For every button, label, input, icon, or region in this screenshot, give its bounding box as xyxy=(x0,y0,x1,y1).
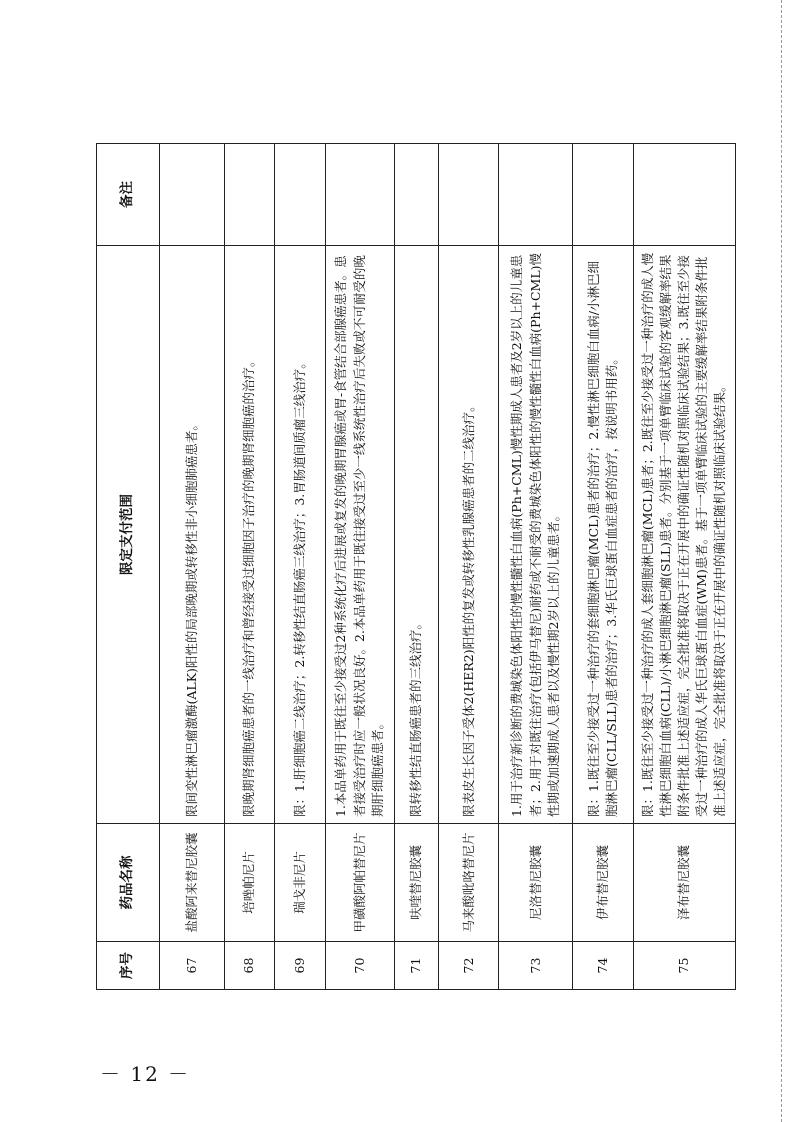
row-note xyxy=(499,144,572,246)
row-seq: 67 xyxy=(159,942,224,990)
row-drug-name: 呋喹替尼胶囊 xyxy=(394,824,438,942)
row-scope: 限：1.既往至少接受过一种治疗的成人套细胞淋巴瘤(MCL)患者；2.既往至少接受过一种治疗的成人慢性淋巴细胞白血病(CLL)/小淋巴细胞淋巴瘤(SLL)患者。分别基于一项单臂临床试验的客观缓解率结果附条件批准上述适应症，完全批准将取决于正在开展中的确证性随机对照临床试验结果；3.既往至少接受过一种治疗的成人华氏巨球蛋白血症(WM)患者。基于一项单臂临床试验的主要缓解率结果附条件批准上述适应症，完全批准将取决于正在开展中的确证性随机对照临床试验结果。 xyxy=(633,246,735,824)
row-note xyxy=(394,144,438,246)
row-scope: 限：1.肝细胞癌二线治疗；2.转移性结直肠癌三线治疗；3.胃肠道间质瘤三线治疗。 xyxy=(275,246,325,824)
row-scope: 限转移性结直肠癌患者的三线治疗。 xyxy=(394,246,438,824)
row-drug-name: 甲磺酸阿帕替尼片 xyxy=(325,824,394,942)
row-note xyxy=(633,144,735,246)
row-scope: 限晚期肾细胞癌患者的一线治疗和曾经接受过细胞因子治疗的晚期肾细胞癌的治疗。 xyxy=(224,246,274,824)
table-header-row xyxy=(97,144,160,990)
row-drug-name: 马来酸吡咯替尼片 xyxy=(438,824,499,942)
table-row xyxy=(224,144,274,990)
row-seq: 74 xyxy=(572,942,633,990)
row-seq: 71 xyxy=(394,942,438,990)
row-scope: 1.用于治疗新诊断的费城染色体阳性的慢性髓性白血病(Ph+CML)慢性期成人患者及2岁以上的儿童患者；2.用于对既往治疗(包括伊马替尼)耐药或不耐受的费城染色体阳性的慢性髓性白血病(Ph+CML)慢性期或加速期成人患者以及慢性期2岁以上的儿童患者。 xyxy=(499,246,572,824)
header-drug-name: 药品名称 xyxy=(97,824,160,942)
row-drug-name: 泽布替尼胶囊 xyxy=(633,824,735,942)
row-drug-name: 培唑帕尼片 xyxy=(224,824,274,942)
row-scope: 1.本品单药用于既往至少接受过2种系统化疗后进展或复发的晚期胃腺癌或胃-食管结合部腺癌患者。患者接受治疗时应一般状况良好。2.本品单药用于既往接受过至少一线系统性治疗后失败或不可耐受的晚期肝细胞癌患者。 xyxy=(325,246,394,824)
row-note xyxy=(438,144,499,246)
table-row xyxy=(572,144,633,990)
page-edge-line xyxy=(781,0,782,1122)
rotated-table-container xyxy=(96,144,736,990)
row-seq: 68 xyxy=(224,942,274,990)
header-seq: 序号 xyxy=(97,942,160,990)
table-row xyxy=(633,144,735,990)
row-seq: 73 xyxy=(499,942,572,990)
header-scope: 限定支付范围 xyxy=(97,246,160,824)
row-drug-name: 尼洛替尼胶囊 xyxy=(499,824,572,942)
row-seq: 72 xyxy=(438,942,499,990)
row-drug-name: 盐酸阿来替尼胶囊 xyxy=(159,824,224,942)
row-drug-name: 伊布替尼胶囊 xyxy=(572,824,633,942)
row-note xyxy=(224,144,274,246)
table-row xyxy=(499,144,572,990)
table-row xyxy=(275,144,325,990)
row-seq: 70 xyxy=(325,942,394,990)
table-row xyxy=(325,144,394,990)
table-row xyxy=(159,144,224,990)
row-note xyxy=(159,144,224,246)
row-note xyxy=(275,144,325,246)
row-seq: 75 xyxy=(633,942,735,990)
table-row xyxy=(438,144,499,990)
table-row xyxy=(394,144,438,990)
drug-payment-table xyxy=(96,143,736,990)
page-number: － 12 － xyxy=(100,1062,191,1086)
row-seq: 69 xyxy=(275,942,325,990)
header-note: 备注 xyxy=(97,144,160,246)
row-note xyxy=(325,144,394,246)
row-drug-name: 瑞戈非尼片 xyxy=(275,824,325,942)
row-scope: 限表皮生长因子受体2(HER2)阳性的复发或转移性乳腺癌患者的二线治疗。 xyxy=(438,246,499,824)
row-note xyxy=(572,144,633,246)
row-scope: 限间变性淋巴瘤激酶(ALK)阳性的局部晚期或转移性非小细胞肺癌患者。 xyxy=(159,246,224,824)
row-scope: 限：1.既往至少接受过一种治疗的套细胞淋巴瘤(MCL)患者的治疗；2.慢性淋巴细胞白血病/小淋巴细胞淋巴瘤(CLL/SLL)患者的治疗；3.华氏巨球蛋白血症患者的治疗，按说明书用药。 xyxy=(572,246,633,824)
